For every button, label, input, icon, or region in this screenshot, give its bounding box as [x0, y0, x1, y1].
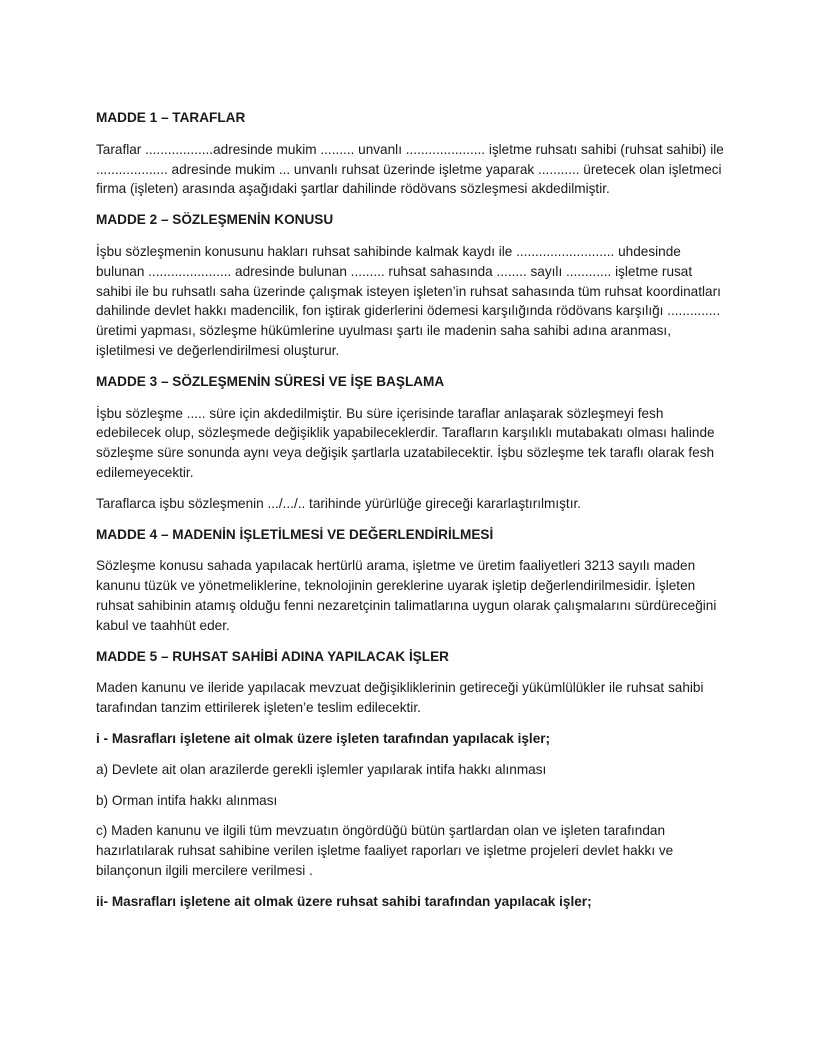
article-5-item-b: b) Orman intifa hakkı alınması	[96, 792, 278, 808]
article-5-subheading-i: i - Masrafları işletene ait olmak üzere işleten tarafından yapılacak işler;	[96, 730, 551, 746]
article-5-paragraph: Maden kanunu ve ileride yapılacak mevzuat değişikliklerinin getireceği yükümlülükler ile ruhsat sahibi tarafından tanzim ettirilerek işleten’e teslim edilecektir.	[96, 680, 704, 716]
article-5-heading: MADDE 5 – RUHSAT SAHİBİ ADINA YAPILACAK İŞLER	[96, 648, 449, 664]
article-1-heading: MADDE 1 – TARAFLAR	[96, 110, 246, 125]
article-5-subheading-ii: ii- Masrafları işletene ait olmak üzere ruhsat sahibi tarafından yapılacak işler;	[96, 893, 592, 909]
article-4-paragraph: Sözleşme konusu sahada yapılacak hertürlü arama, işletme ve üretim faaliyetleri 3213 sayılı maden kanunu tüzük ve yönetmeliklerine, teknolojinin gereklerine uyarak işletip değerlendirilmesidir. İşleten ruhsat sahibinin atamış olduğu fenni nezaretçinin talimatlarına uygun olarak çalışmalarını sürdüreceğini kabul ve taahhüt eder.	[96, 558, 717, 633]
article-2-heading: MADDE 2 – SÖZLEŞMENİN KONUSU	[96, 212, 334, 228]
article-1-paragraph: Taraflar ..................adresinde mukim ......... unvanlı ..................... işletme ruhsatı sahibi (ruhsat sahibi) ile ................... adresinde mukim ... unvanlı ruhsat üzerinde işletme yaparak ........... üretecek olan işletmeci firma (işleten) arasında aşağıdaki şartlar dahilinde rödövans sözleşmesi akdedilmiştir.	[96, 141, 724, 197]
article-3-heading: MADDE 3 – SÖZLEŞMENİN SÜRESİ VE İŞE BAŞLAMA	[96, 373, 445, 389]
article-4-heading: MADDE 4 – MADENİN İŞLETİLMESİ VE DEĞERLENDİRİLMESİ	[96, 526, 494, 542]
article-5-item-c: c) Maden kanunu ve ilgili tüm mevzuatın öngördüğü bütün şartlardan olan ve işleten tarafından hazırlatılarak ruhsat sahibine verilen işletme faaliyet raporları ve işletme projeleri devlet hakkı ve bilançonun ilgili mercilere verilmesi .	[96, 823, 674, 878]
document-page	[96, 108, 726, 923]
article-5-item-a: a) Devlete ait olan arazilerde gerekli işlemler yapılarak intifa hakkı alınması	[96, 761, 547, 777]
article-2-paragraph: İşbu sözleşmenin konusunu hakları ruhsat sahibinde kalmak kaydı ile .......................... uhdesinde bulunan ...................... adresinde bulunan ......... ruhsat sahasında ........ sayılı ............ işletme rusat sahibi ile bu ruhsatlı saha üzerinde çalışmak isteyen işleten’in ruhsat sahasında tüm ruhsat koordinatları dahilinde devlet hakkı madencilik, fon iştirak giderlerini ödemesi karşılığında rödövans karşılığı .............. üretimi yapması, sözleşme hükümlerine uyulması şartı ile madenin saha sahibi adına aranması, işletilmesi ve değerlendirilmesi oluşturur.	[96, 243, 721, 358]
article-3-paragraph-1: İşbu sözleşme ..... süre için akdedilmiştir. Bu süre içerisinde taraflar anlaşarak sözleşmeyi fesh edebilecek olup, sözleşmede değişiklik yapabileceklerdir. Tarafların karşılıklı mutabakatı olması halinde sözleşme süre sonunda aynı veya değişik şartlarla uzatabilecektir. İşbu sözleşme tek taraflı olarak fesh edilemeyecektir.	[96, 405, 715, 480]
article-3-paragraph-2: Taraflarca işbu sözleşmenin .../.../.. tarihinde yürürlüğe gireceği kararlaştırılmıştır.	[96, 495, 582, 511]
